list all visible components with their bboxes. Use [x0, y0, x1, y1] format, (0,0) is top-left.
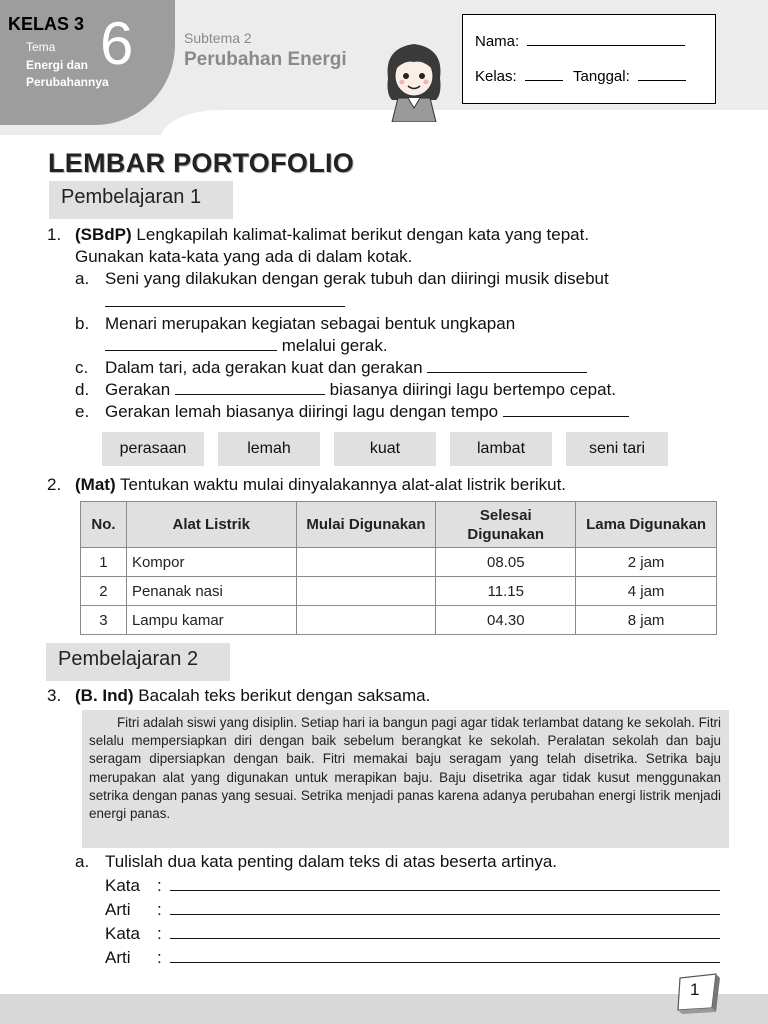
cell-no: 1: [81, 548, 127, 577]
table-row: [81, 606, 717, 635]
cell-duration: 2 jam: [576, 548, 717, 577]
question-2-number: 2.: [47, 475, 62, 494]
answer-line-sep: :: [157, 900, 162, 919]
item-c-line: [105, 357, 587, 379]
answer-line-label: Arti: [105, 948, 131, 967]
reading-passage: Fitri adalah siswi yang disiplin. Setiap hari ia bangun pagi agar tidak terlambat datang ke sekolah. Fitri selalu mempersiapkan diri dengan baik sebelum berangkat ke sekolah. Peralatan sekolah dan baju seragam dipersiapkan dengan baik. Fitri memakai baju seragam yang telah disetrika. Setrika baju merupakan alat yang digunakan untuk merapikan baju. Baju disetrika agar tidak kusut menggunakan setrika dengan panas yang sesuai. Setrika menjadi panas karena adanya perubahan energi listrik menjadi energi panas.: [89, 715, 721, 822]
question-1-line2: Gunakan kata-kata yang ada di dalam kotak.: [75, 247, 413, 266]
class-label: KELAS 3: [8, 14, 85, 34]
answer-line-sep: :: [157, 924, 162, 943]
question-1-number: 1.: [47, 225, 62, 244]
name-label: Nama:: [475, 33, 520, 50]
cell-end: 08.05: [436, 548, 576, 577]
answer-line-arti-2: [105, 947, 720, 969]
answer-line-blank[interactable]: [170, 875, 720, 891]
subtheme-name: Perubahan Energi: [184, 49, 347, 70]
item-a-text: Seni yang dilakukan dengan gerak tubuh dan diiringi musik disebut: [105, 269, 609, 288]
cell-no: 3: [81, 606, 127, 635]
class-field-label: Kelas:: [475, 68, 517, 85]
cell-appliance: Penanak nasi: [126, 577, 296, 606]
question-2-prompt: [75, 474, 566, 496]
item-a-blank[interactable]: [105, 291, 345, 307]
item-b-text1: Menari merupakan kegiatan sebagai bentuk ungkapan: [105, 314, 516, 333]
item-b-label: b.: [75, 314, 90, 333]
cell-duration: 8 jam: [576, 606, 717, 635]
date-field[interactable]: [638, 66, 686, 81]
class-field[interactable]: [525, 66, 563, 81]
subtheme-label: Subtema 2: [184, 30, 252, 46]
question-1-prompt: [75, 224, 589, 246]
cell-start-answer[interactable]: [296, 548, 436, 577]
item-d-text1: Gerakan: [105, 380, 171, 399]
cell-duration: 4 jam: [576, 577, 717, 606]
answer-line-kata-2: [105, 923, 720, 945]
question-1-subject: (SBdP): [75, 225, 132, 244]
theme-label: Tema: [26, 40, 56, 54]
appliance-table: [80, 501, 717, 635]
cell-start-answer[interactable]: [296, 606, 436, 635]
question-3a-text: Tulislah dua kata penting dalam teks di atas beserta artinya.: [105, 852, 558, 871]
answer-line-sep: :: [157, 876, 162, 895]
girl-illustration-icon: [378, 38, 450, 122]
page-title: LEMBAR PORTOFOLIO: [48, 148, 355, 178]
col-header-duration: Lama Digunakan: [576, 502, 717, 548]
theme-number: 6: [100, 10, 134, 77]
section-heading-1: Pembelajaran 1: [49, 181, 233, 219]
cell-appliance: Kompor: [126, 548, 296, 577]
word-chip-lemah: lemah: [218, 432, 320, 466]
col-header-appliance: Alat Listrik: [126, 502, 296, 548]
cell-end: 04.30: [436, 606, 576, 635]
answer-line-blank[interactable]: [170, 923, 720, 939]
item-c-blank[interactable]: [427, 357, 587, 373]
answer-line-blank[interactable]: [170, 899, 720, 915]
table-row: [81, 577, 717, 606]
word-chip-seni-tari: seni tari: [566, 432, 668, 466]
cell-no: 2: [81, 577, 127, 606]
cell-start-answer[interactable]: [296, 577, 436, 606]
answer-line-label: Kata: [105, 924, 140, 943]
word-chip-perasaan: perasaan: [102, 432, 204, 466]
class-date-row: [475, 66, 686, 85]
question-3a-label: a.: [75, 852, 90, 871]
item-a-answer: [105, 291, 345, 313]
word-chip-kuat: kuat: [334, 432, 436, 466]
item-b-text2: melalui gerak.: [281, 336, 388, 355]
header-curve: [160, 110, 768, 150]
question-2-text: Tentukan waktu mulai dinyalakannya alat-alat listrik berikut.: [120, 475, 567, 494]
item-b-blank[interactable]: [105, 335, 277, 351]
question-1-line1: Lengkapilah kalimat-kalimat berikut dengan kata yang tepat.: [136, 225, 590, 244]
question-2-subject: (Mat): [75, 475, 116, 494]
answer-line-kata-1: [105, 875, 720, 897]
item-e-blank[interactable]: [503, 401, 629, 417]
item-d-line: [105, 379, 616, 401]
table-row: [81, 548, 717, 577]
item-e-line: [105, 401, 629, 423]
item-c-text: Dalam tari, ada gerakan kuat dan gerakan: [105, 358, 423, 377]
item-a-label: a.: [75, 269, 90, 288]
page-number: 1: [690, 980, 700, 999]
section-heading-2: Pembelajaran 2: [46, 643, 230, 681]
question-3-subject: (B. Ind): [75, 686, 134, 705]
word-chip-lambat: lambat: [450, 432, 552, 466]
name-row: [475, 31, 685, 50]
cell-end: 11.15: [436, 577, 576, 606]
col-header-start: Mulai Digunakan: [296, 502, 436, 548]
item-d-blank[interactable]: [175, 379, 325, 395]
col-header-no: No.: [81, 502, 127, 548]
question-3-text: Bacalah teks berikut dengan saksama.: [138, 686, 431, 705]
cell-appliance: Lampu kamar: [126, 606, 296, 635]
col-header-end: Selesai Digunakan: [436, 502, 576, 548]
answer-line-arti-1: [105, 899, 720, 921]
item-d-label: d.: [75, 380, 90, 399]
name-field[interactable]: [527, 31, 685, 46]
date-label: Tanggal:: [573, 68, 630, 85]
answer-line-label: Arti: [105, 900, 131, 919]
table-header-row: [81, 502, 717, 548]
answer-line-sep: :: [157, 948, 162, 967]
question-3-number: 3.: [47, 686, 62, 705]
item-e-text: Gerakan lemah biasanya diiringi lagu dengan tempo: [105, 402, 499, 421]
footer-band: [0, 994, 768, 1024]
theme-name: Energi dan Perubahannya: [26, 58, 109, 89]
answer-line-blank[interactable]: [170, 947, 720, 963]
student-info-box: [462, 14, 716, 104]
item-c-label: c.: [75, 358, 89, 377]
answer-line-label: Kata: [105, 876, 140, 895]
item-d-text2: biasanya diiringi lagu bertempo cepat.: [329, 380, 617, 399]
question-3-prompt: [75, 685, 430, 707]
item-b-line2: [105, 335, 388, 357]
reading-passage-box: [82, 710, 729, 848]
item-e-label: e.: [75, 402, 90, 421]
